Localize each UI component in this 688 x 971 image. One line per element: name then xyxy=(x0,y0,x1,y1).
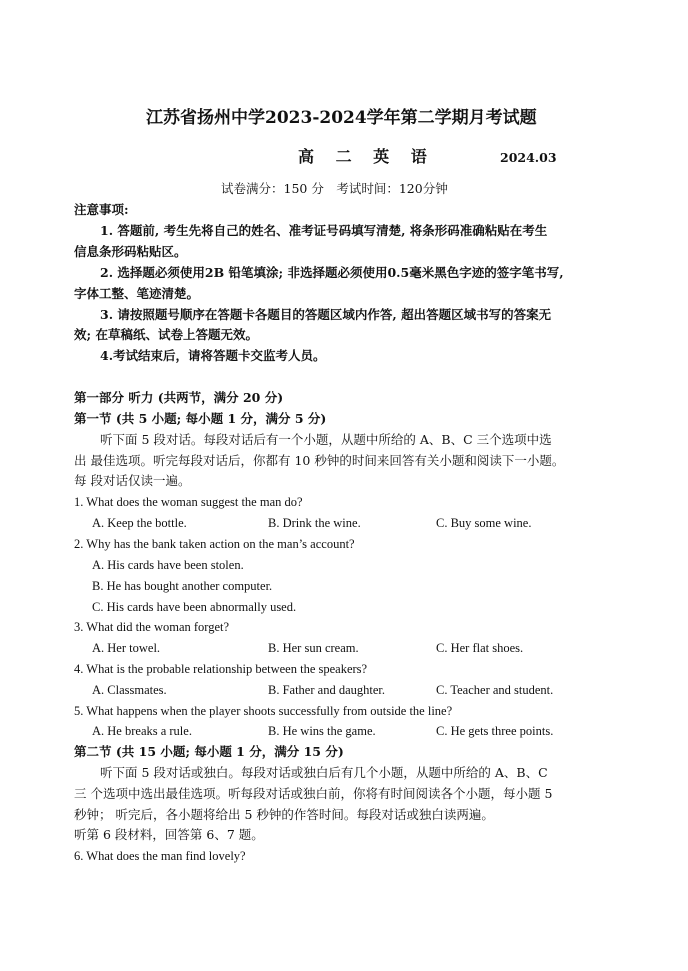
section1-instruction-2: 出 最佳选项。听完每段对话后，你都有 10 秒钟的时间来回答有关小题和阅读下一小题。 xyxy=(74,453,565,468)
section2-instruction-3: 秒钟； 听完后，各小题将给出 5 秒钟的作答时间。每段对话或独白读两遍。 xyxy=(74,807,494,822)
notice-item-4: 4.考试结束后，请将答题卡交监考人员。 xyxy=(100,348,326,363)
question-3-option-a: A. Her towel. xyxy=(92,641,161,655)
subject-title: 高 二 英 语 xyxy=(298,147,435,166)
question-2-option-a: A. His cards have been stolen. xyxy=(92,558,244,572)
notice-item-1-cont: 信息条形码粘贴区。 xyxy=(74,244,187,259)
notice-item-2-cont: 字体工整、笔迹清楚。 xyxy=(74,286,200,301)
question-2-option-c: C. His cards have been abnormally used. xyxy=(92,600,297,614)
question-4-option-a: A. Classmates. xyxy=(92,683,167,697)
section1-instruction-3: 每 段对话仅读一遍。 xyxy=(74,473,191,488)
listen-6-instruction: 听第 6 段材料，回答第 6、7 题。 xyxy=(74,827,264,842)
question-1: 1. What does the woman suggest the man do? xyxy=(74,495,303,509)
question-2: 2. Why has the bank taken action on the man’s account? xyxy=(74,537,355,551)
question-4-option-b: B. Father and daughter. xyxy=(268,683,385,697)
notice-item-1: 1. 答题前, 考生先将自己的姓名、准考证号码填写清楚, 将条形码准确粘贴在考生 xyxy=(100,223,548,238)
section1-instruction-1: 听下面 5 段对话。每段对话后有一个小题，从题中所给的 A、B、C 三个选项中选 xyxy=(100,432,552,447)
exam-date: 2024.03 xyxy=(500,150,557,165)
question-3: 3. What did the woman forget? xyxy=(74,620,230,634)
question-1-option-a: A. Keep the bottle. xyxy=(92,516,187,530)
section2-instruction-1: 听下面 5 段对话或独白。每段对话或独白后有几个小题，从题中所给的 A、B、C xyxy=(100,765,548,780)
part1-heading: 第一部分 听力 (共两节，满分 20 分) xyxy=(74,390,284,405)
question-5-option-a: A. He breaks a rule. xyxy=(92,724,192,738)
notice-item-3-cont: 效; 在草稿纸、试卷上答题无效。 xyxy=(74,327,258,342)
question-3-option-c: C. Her flat shoes. xyxy=(436,641,524,655)
notice-item-2: 2. 选择题必须使用2B 铅笔填涂; 非选择题必须使用0.5毫米黑色字迹的签字笔书写, xyxy=(100,265,564,280)
question-5: 5. What happens when the player shoots successfully from outside the line? xyxy=(74,704,453,718)
question-6: 6. What does the man find lovely? xyxy=(74,849,246,863)
question-4-option-c: C. Teacher and student. xyxy=(436,683,554,697)
question-5-option-b: B. He wins the game. xyxy=(268,724,376,738)
question-1-option-b: B. Drink the wine. xyxy=(268,516,361,530)
notice-item-3: 3. 请按照题号顺序在答题卡各题目的答题区域内作答, 超出答题区域书写的答案无 xyxy=(100,307,552,322)
notice-heading: 注意事项: xyxy=(74,202,129,217)
question-2-option-b: B. He has bought another computer. xyxy=(92,579,273,593)
section1-heading: 第一节 (共 5 小题; 每小题 1 分，满分 5 分) xyxy=(74,411,327,426)
question-5-option-c: C. He gets three points. xyxy=(436,724,554,738)
exam-title: 江苏省扬州中学2023-2024学年第二学期月考试题 xyxy=(146,108,537,128)
exam-info: 试卷满分：150 分 考试时间：120分钟 xyxy=(221,181,448,196)
section2-instruction-2: 三 个选项中选出最佳选项。听每段对话或独白前，你将有时间阅读各个小题，每小题 5 xyxy=(74,786,553,801)
question-1-option-c: C. Buy some wine. xyxy=(436,516,532,530)
section2-heading: 第二节 (共 15 小题; 每小题 1 分，满分 15 分) xyxy=(74,744,344,759)
question-3-option-b: B. Her sun cream. xyxy=(268,641,359,655)
question-4: 4. What is the probable relationship between the speakers? xyxy=(74,662,368,676)
